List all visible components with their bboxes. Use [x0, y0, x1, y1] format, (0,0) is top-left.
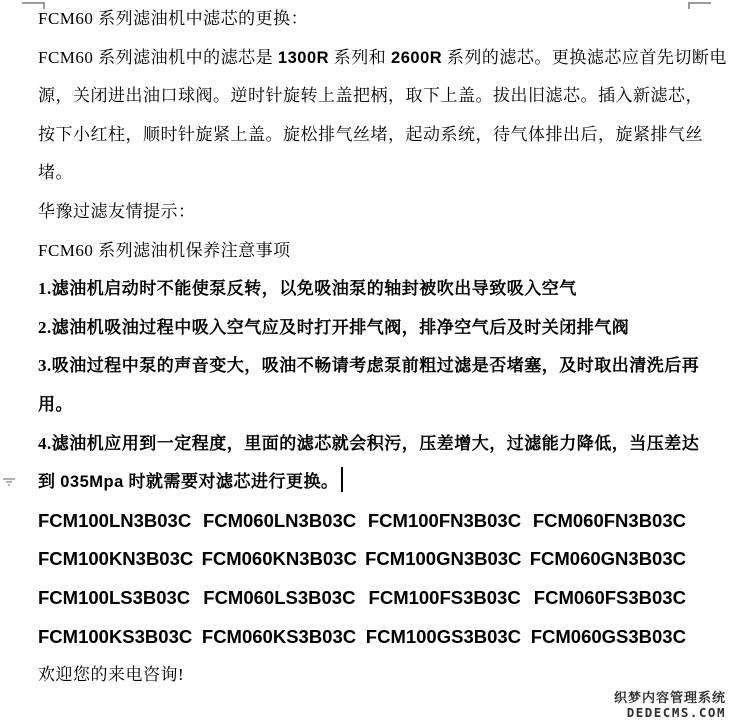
maintenance-item-4-line-1: 4.滤油机应用到一定程度，里面的滤芯就会积污，压差增大，过滤能力降低，当压差达	[38, 433, 700, 453]
model-code: FCM100LN3B03C	[38, 509, 192, 531]
maintenance-item-3-line-1: 3.吸油过程中泵的声音变大，吸油不畅请考虑泵前粗过滤是否堵塞，及时取出清洗后再	[38, 356, 700, 376]
closing-line: 欢迎您的来电咨询!	[38, 665, 185, 685]
maintenance-heading: FCM60 系列滤油机保养注意事项	[38, 240, 291, 260]
model-code: FCM100LS3B03C	[38, 586, 191, 608]
paragraph-heading-filter-replacement: FCM60 系列滤油机中滤芯的更换：	[38, 9, 309, 28]
model-code: FCM060FN3B03C	[532, 509, 686, 531]
model-code: FCM060LN3B03C	[202, 509, 357, 531]
paragraph-replacement-line-2: 源，关闭进出油口球阀。逆时针旋转上盖把柄，取下上盖。拔出旧滤芯。插入新滤芯，	[38, 86, 703, 106]
model-code: FCM100GN3B03C	[365, 548, 522, 570]
paragraph-replacement-line-1	[38, 39, 727, 78]
left-margin-marker-icon	[3, 478, 15, 487]
model-code: FCM060KS3B03C	[201, 625, 357, 647]
dedecms-watermark	[614, 691, 726, 720]
model-codes-row-2	[38, 540, 686, 579]
model-code: FCM060KN3B03C	[201, 548, 357, 570]
maintenance-item-1: 1.滤油机启动时不能使泵反转，以免吸油泵的轴封被吹出导致吸入空气	[38, 279, 577, 299]
watermark-cn-text: 织梦内容管理系统	[613, 689, 726, 705]
maintenance-item-3-line-2: 用。	[38, 394, 73, 414]
text-run: 系列的滤芯。更换滤芯应首先切断电	[442, 47, 727, 67]
model-code: FCM100FS3B03C	[368, 586, 521, 608]
pressure-value: 035Mpa	[60, 473, 124, 492]
watermark-en-text: DEDECMS.COM	[626, 704, 726, 720]
model-codes-row-1	[38, 502, 686, 541]
model-code: FCM060GS3B03C	[530, 625, 686, 647]
model-code: FCM060LS3B03C	[203, 586, 356, 608]
maintenance-item-2: 2.滤油机吸油过程中吸入空气应及时打开排气阀，排净空气后及时关闭排气阀	[38, 317, 630, 337]
paragraph-replacement-line-3: 按下小红柱，顺时针旋紧上盖。旋松排气丝堵，起动系统，待气体排出后，旋紧排气丝	[38, 124, 703, 144]
maintenance-item-4-line-2	[38, 463, 700, 502]
series-number-2600R: 2600R	[391, 48, 443, 67]
tip-heading: 华豫过滤友情提示：	[38, 201, 196, 221]
model-code: FCM100FN3B03C	[367, 509, 522, 531]
model-code: FCM100GS3B03C	[365, 625, 522, 647]
text-cursor	[341, 467, 343, 492]
model-codes-row-4	[38, 618, 686, 657]
model-code: FCM100KN3B03C	[38, 548, 194, 570]
paragraph-replacement-line-4: 堵。	[38, 163, 73, 183]
series-number-1300R: 1300R	[277, 48, 330, 67]
model-codes-row-3	[38, 579, 686, 618]
document-body[interactable]	[38, 0, 727, 695]
model-code: FCM060FS3B03C	[533, 586, 686, 608]
text-run: 到	[38, 472, 61, 492]
model-code: FCM100KS3B03C	[38, 625, 193, 647]
text-run: 系列和	[329, 47, 392, 67]
model-code: FCM060GN3B03C	[529, 548, 686, 570]
text-run: 时就需要对滤芯进行更换。	[123, 472, 339, 492]
text-run: FCM60 系列滤油机中的滤芯是	[38, 47, 278, 67]
